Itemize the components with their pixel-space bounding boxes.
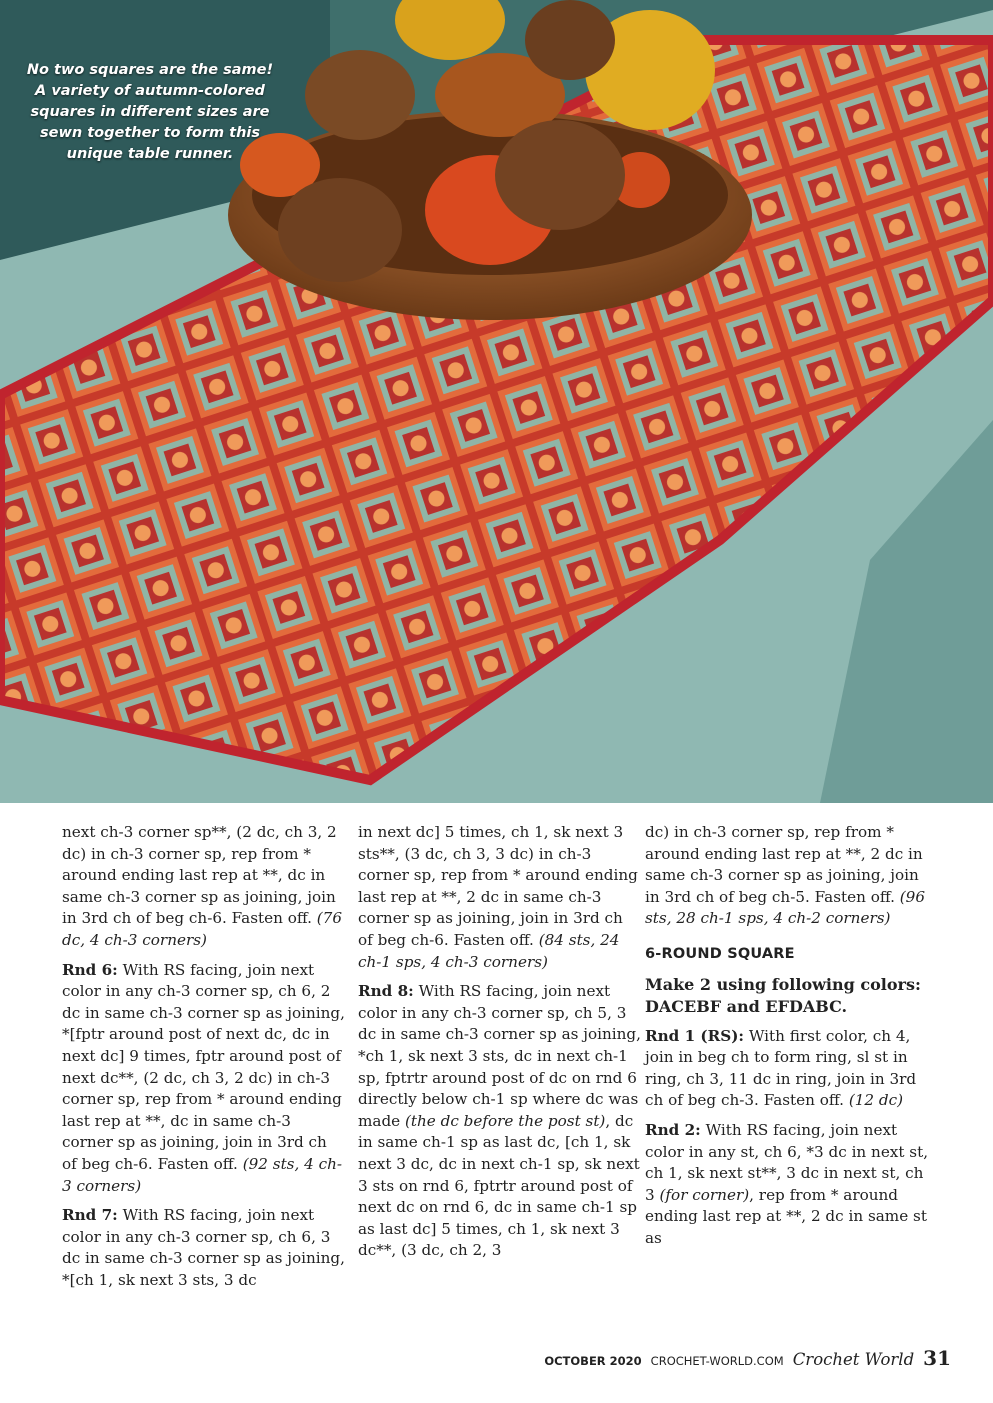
- website: CROCHET-WORLD.COM: [650, 1354, 784, 1368]
- photo-caption: No two squares are the same! A variety of autumn-colored squares in different sizes are sewn together to form this unique table runner.: [26, 62, 274, 162]
- section-title: 6-ROUND SQUARE: [645, 945, 795, 962]
- paragraph: dc) in ch-3 corner sp, rep from * around ending last rep at **, 2 dc in same ch-3 corner sp as joining, join in 3rd ch of beg ch-5. Fasten off. (96 sts, 28 ch-1 sps, 4 ch-2 corners): [645, 823, 926, 928]
- stitch-count-note: (92 sts, 4 ch-3 corners): [62, 1154, 343, 1195]
- round-label: Rnd 2:: [645, 1120, 701, 1139]
- stitch-count-note: (84 sts, 24 ch-1 sps, 4 ch-3 corners): [358, 930, 620, 971]
- stitch-count-note: (96 sts, 28 ch-1 sps, 4 ch-2 corners): [645, 887, 926, 928]
- make-instructions: Make 2 using following colors: DACEBF and EFDABC.: [645, 974, 921, 1016]
- paragraph: Rnd 7: With RS facing, join next color in any ch-3 corner sp, ch 6, 3 dc in same ch-3 corner sp as joining, *[ch 1, sk next 3 sts, 3 dc: [62, 1206, 345, 1289]
- paragraph: Rnd 6: With RS facing, join next color in any ch-3 corner sp, ch 6, 2 dc in same ch-3 corner sp as joining, *[fptr around post of next dc, dc in next dc] 9 times, fptr around post of next dc**, (2 dc, ch 3, 2 dc) in ch-3 corner sp, rep from * around ending last rep at **, dc in same ch-3 corner sp as joining, join in 3rd ch of beg ch-6. Fasten off. (92 sts, 4 ch-3 corners): [62, 960, 345, 1195]
- round-label: Rnd 1 (RS):: [645, 1026, 744, 1045]
- inline-note: (the dc before the post st): [405, 1111, 606, 1130]
- inline-note: (for corner): [659, 1185, 750, 1204]
- paragraph: next ch-3 corner sp**, (2 dc, ch 3, 2 dc) in ch-3 corner sp, rep from * around ending last rep at **, dc in same ch-3 corner sp as joining, join in 3rd ch of beg ch-6. Fasten off. (76 dc, 4 ch-3 corners): [62, 823, 343, 949]
- page-number: 31: [923, 1346, 951, 1370]
- paragraph: Rnd 2: With RS facing, join next color in any st, ch 6, *3 dc in next st, ch 1, sk next st**, 3 dc in next st, ch 3 (for corner), rep from * around ending last rep at **, 2 dc in same st as: [645, 1120, 929, 1247]
- paragraph: in next dc] 5 times, ch 1, sk next 3 sts**, (3 dc, ch 3, 3 dc) in ch-3 corner sp, rep from * around ending last rep at **, 2 dc in same ch-3 corner sp as joining, join in 3rd ch of beg ch-6. Fasten off. (84 sts, 24 ch-1 sps, 4 ch-3 corners): [358, 823, 638, 971]
- paragraph: Rnd 8: With RS facing, join next color in any ch-3 corner sp, ch 5, 3 dc in same ch-3 corner sp as joining, *ch 1, sk next 3 sts, dc in next ch-1 sp, fptrtr around post of dc on rnd 6 directly below ch-1 sp where dc was made (the dc before the post st), dc in same ch-1 sp as last dc, [ch 1, sk next 3 dc, dc in next ch-1 sp, sk next 3 sts on rnd 6, fptrtr around post of next dc on rnd 6, dc in same ch-1 sp as last dc] 5 times, ch 1, sk next 3 dc**, (3 dc, ch 2, 3: [358, 982, 641, 1260]
- round-label: Rnd 8:: [358, 982, 414, 1001]
- issue-date: OCTOBER 2020: [544, 1354, 642, 1368]
- text-column-3: [645, 822, 929, 1258]
- stitch-count-note: (76 dc, 4 ch-3 corners): [62, 909, 343, 949]
- page-footer: [544, 1346, 951, 1370]
- text-column-1: [62, 822, 346, 1299]
- stitch-count-note: (12 dc): [848, 1091, 904, 1110]
- round-label: Rnd 7:: [62, 1206, 118, 1225]
- text-column-2: [358, 822, 642, 1270]
- paragraph: Rnd 1 (RS): With first color, ch 4, join in beg ch to form ring, sl st in ring, ch 3, 11 dc in ring, join in 3rd ch of beg ch-3. Fasten off. (12 dc): [645, 1026, 917, 1110]
- magazine-name: Crochet World: [792, 1350, 915, 1369]
- round-label: Rnd 6:: [62, 960, 118, 979]
